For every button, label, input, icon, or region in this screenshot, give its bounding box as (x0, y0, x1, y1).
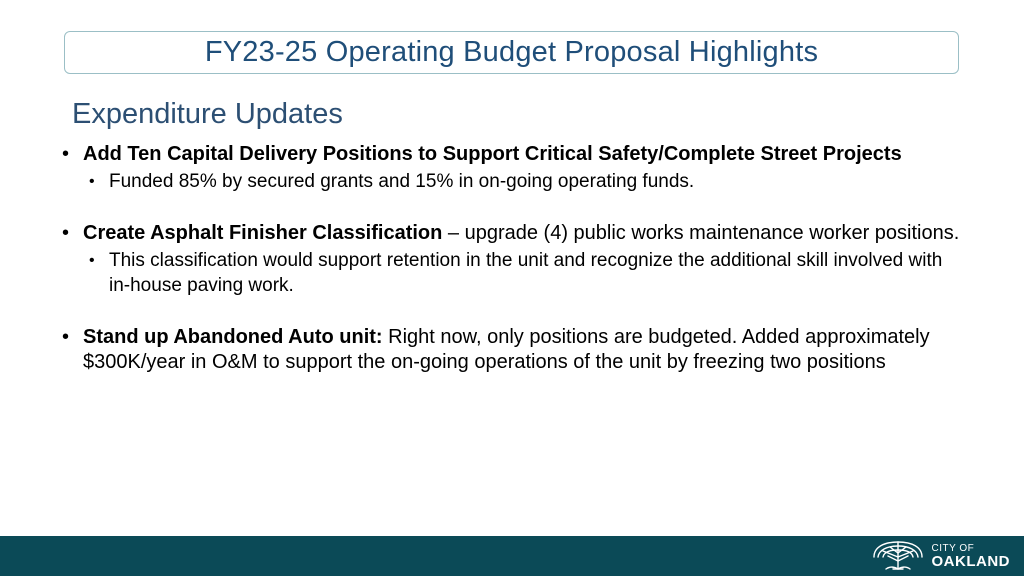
bullet-item-abandoned-auto (62, 325, 962, 375)
sub-bullet-item (62, 248, 962, 298)
logo-city-of: CITY OF (931, 542, 975, 554)
bullet-text: – upgrade (4) public works maintenance worker positions. (442, 222, 960, 244)
bullet-item-capital-delivery (62, 142, 962, 167)
sub-bullet-item (62, 169, 962, 194)
bullet-dot: • (62, 222, 70, 244)
bullet-dot: • (89, 173, 95, 190)
sub-bullet-text: This classification would support retention in the unit and recognize the additional skill involved with in-house paving work. (109, 250, 943, 296)
bullet-bold-text: Create Asphalt Finisher Classification (83, 222, 443, 244)
oak-tree-icon (870, 539, 926, 573)
bullet-bold-text: Add Ten Capital Delivery Positions to Support Critical Safety/Complete Street Projects (83, 143, 902, 165)
bullet-text: Right now, only positions are budgeted. Added approximately $300K/year in O&M to support the on-going operations of the unit by freezing two positions (83, 326, 930, 373)
sub-bullet-text: Funded 85% by secured grants and 15% in on-going operating funds. (109, 171, 695, 192)
title-box (64, 31, 959, 74)
page-title: FY23-25 Operating Budget Proposal Highlights (204, 36, 819, 68)
bullet-bold-text: Stand up Abandoned Auto unit: (83, 326, 383, 348)
city-logo (870, 539, 1011, 573)
bullet-list (62, 142, 962, 375)
bullet-dot: • (62, 326, 70, 348)
bullet-dot: • (62, 143, 70, 165)
section-heading: Expenditure Updates (72, 98, 343, 130)
logo-oakland: OAKLAND (931, 552, 1010, 570)
bullet-item-asphalt-finisher (62, 221, 962, 246)
footer-bar (0, 536, 1024, 576)
bullet-dot: • (89, 252, 95, 269)
